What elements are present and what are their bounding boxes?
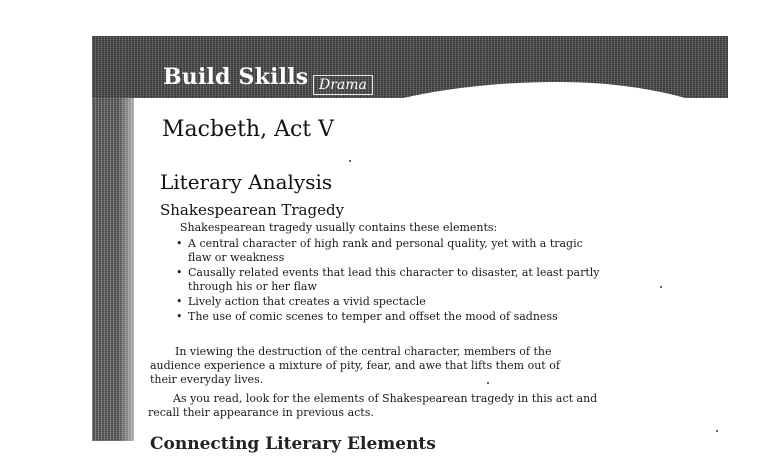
list-item-text: The use of comic scenes to temper and offset the mood of sadness — [188, 310, 558, 323]
bullet-icon: • — [176, 295, 183, 308]
list-item — [176, 266, 606, 294]
list-item-text: Lively action that creates a vivid spectacle — [188, 295, 426, 308]
scan-speck — [487, 382, 489, 384]
next-section-heading: Connecting Literary Elements — [150, 434, 436, 454]
body-paragraph: In viewing the destruction of the central character, members of the audience experience a mixture of pity, fear, and awe that lifts them out of their everyday lives. — [150, 345, 560, 386]
list-item-text: A central character of high rank and personal quality, yet with a tragic flaw or weakness — [188, 237, 583, 264]
section-heading: Literary Analysis — [160, 170, 333, 194]
bullet-icon: • — [176, 310, 183, 323]
scan-speck — [716, 430, 718, 432]
list-item-text: Causally related events that lead this character to disaster, at least partly through his or her flaw — [188, 266, 600, 293]
banner-title: Build Skills — [163, 64, 309, 90]
bullet-icon: • — [176, 237, 183, 250]
intro-text: Shakespearean tragedy usually contains these elements: — [180, 221, 498, 234]
selection-title: Macbeth, Act V — [162, 117, 334, 142]
left-margin-fade — [118, 98, 148, 441]
list-item — [176, 295, 606, 309]
list-item — [176, 237, 606, 265]
subheading: Shakespearean Tragedy — [160, 201, 345, 219]
scan-speck — [349, 160, 351, 162]
body-paragraph: As you read, look for the elements of Shakespearean tragedy in this act and recall their appearance in previous acts. — [148, 392, 598, 419]
bullet-icon: • — [176, 266, 183, 279]
list-item — [176, 310, 606, 324]
tragedy-elements-list — [176, 237, 606, 325]
banner-tag: Drama — [313, 75, 373, 95]
scan-speck — [660, 286, 662, 288]
